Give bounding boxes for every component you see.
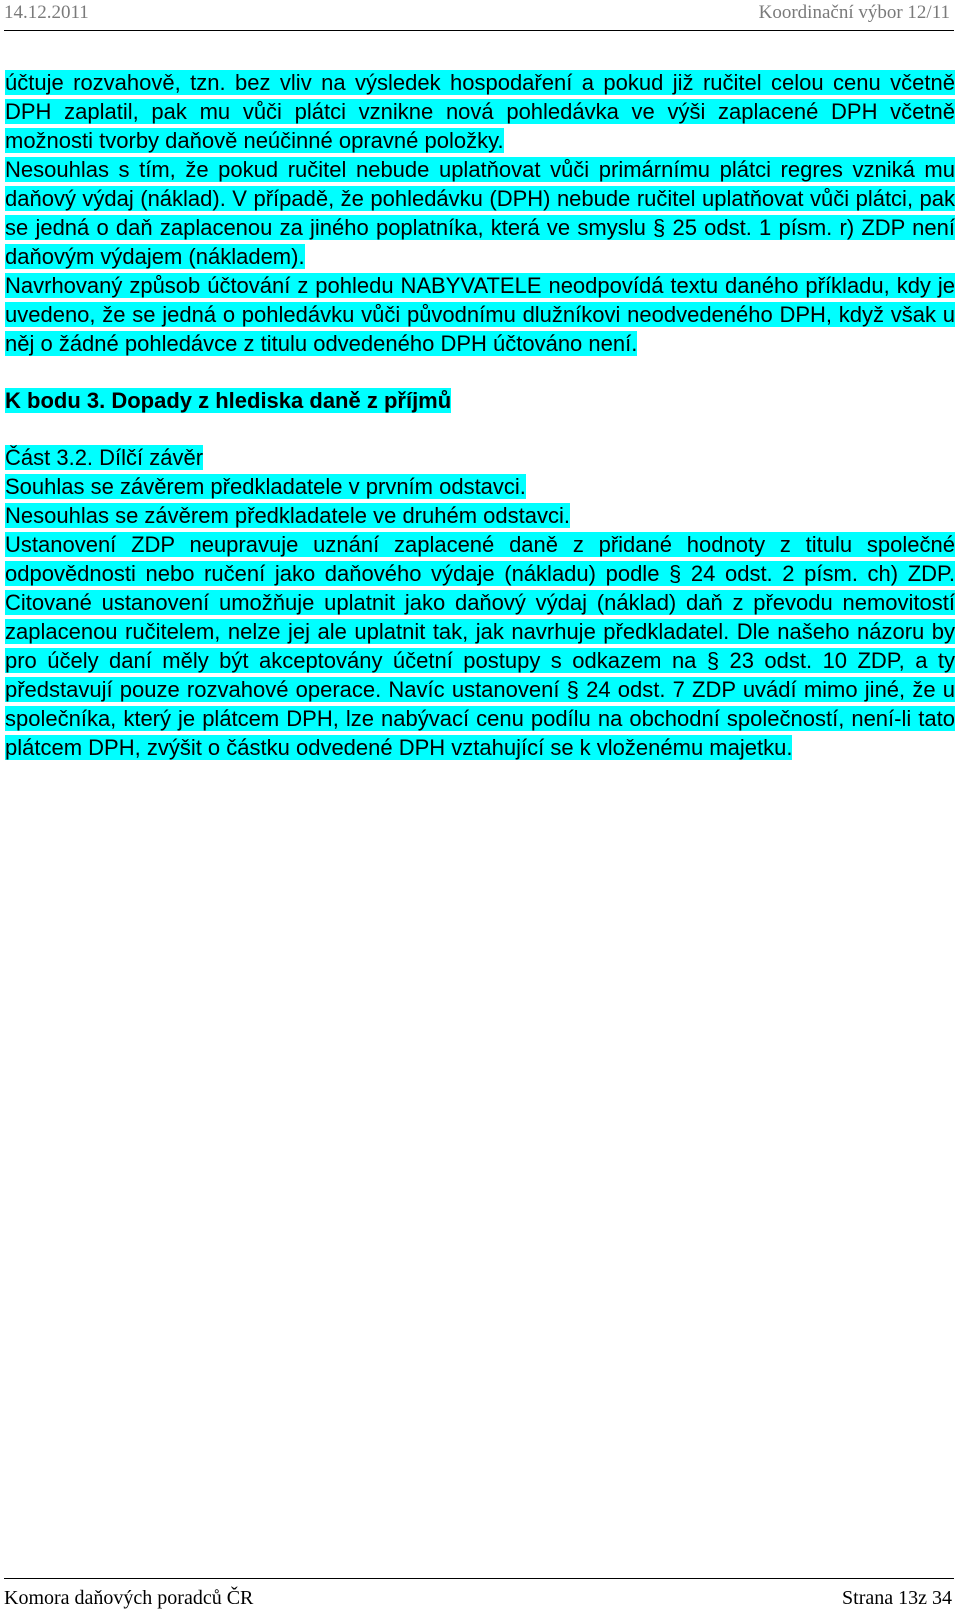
highlighted-text: Navrhovaný způsob účtování z pohledu NABYVATELE neodpovídá textu daného příkladu, kdy je uvedeno, že se jedná o pohledávku vůči původnímu dlužníkovi neodvedeného DPH, když však u něj o žádné pohledávce z titulu odvedeného DPH účtováno není. [5, 273, 955, 356]
header-committee: Koordinační výbor 12/11 [758, 2, 950, 23]
highlighted-text: Část 3.2. Dílčí závěr [5, 445, 204, 470]
paragraph-accounting [5, 68, 955, 155]
highlighted-text: Souhlas se závěrem předkladatele v prvním odstavci. [5, 474, 526, 499]
highlighted-text: Nesouhlas se závěrem předkladatele ve druhém odstavci. [5, 503, 570, 528]
paragraph-provision [5, 530, 955, 762]
subsection-heading [5, 443, 955, 472]
highlighted-text: účtuje rozvahově, tzn. bez vliv na výsledek hospodaření a pokud již ručitel celou cenu včetně DPH zaplatil, pak mu vůči plátci vznikne nová pohledávka ve výši zaplacené DPH včetně možnosti tvorby daňově neúčinné opravné položky. [5, 70, 955, 153]
page-header [4, 0, 954, 31]
page-footer [4, 1578, 954, 1611]
paragraph-disagreement [5, 155, 955, 271]
agreement-line [5, 472, 955, 501]
document-body [5, 68, 955, 762]
disagreement-line [5, 501, 955, 530]
section-heading [5, 386, 955, 415]
footer-page-number: Strana 13z 34 [842, 1587, 952, 1609]
header-date: 14.12.2011 [4, 2, 89, 23]
highlighted-text: Nesouhlas s tím, že pokud ručitel nebude uplatňovat vůči primárnímu plátci regres vzniká mu daňový výdaj (náklad). V případě, že pohledávku (DPH) nebude ručitel uplatňovat vůči plátci, pak se jedná o daň zaplacenou za jiného poplatníka, která ve smyslu § 25 odst. 1 písm. r) ZDP není daňovým výdajem (nákladem). [5, 157, 955, 269]
paragraph-acquirer [5, 271, 955, 358]
footer-organization: Komora daňových poradců ČR [4, 1587, 254, 1609]
highlighted-text: Ustanovení ZDP neupravuje uznání zaplacené daně z přidané hodnoty z titulu společné odpovědnosti nebo ručení jako daňového výdaje (nákladu) podle § 24 odst. 2 písm. ch) ZDP. Citované ustanovení umožňuje uplatnit jako daňový výdaj (náklad) daň z převodu nemovitostí zaplacenou ručitelem, nelze jej ale uplatnit tak, jak navrhuje předkladatel. Dle našeho názoru by pro účely daní měly být akceptovány účetní postupy s odkazem na § 23 odst. 10 ZDP, a ty představují pouze rozvahové operace. Navíc ustanovení § 24 odst. 7 ZDP uvádí mimo jiné, že u společníka, který je plátcem DPH, lze nabývací cenu podílu na obchodní společností, není-li tato plátcem DPH, zvýšit o částku odvedené DPH vztahující se k vloženému majetku. [5, 532, 955, 760]
highlighted-text: K bodu 3. Dopady z hlediska daně z příjmů [5, 388, 452, 413]
